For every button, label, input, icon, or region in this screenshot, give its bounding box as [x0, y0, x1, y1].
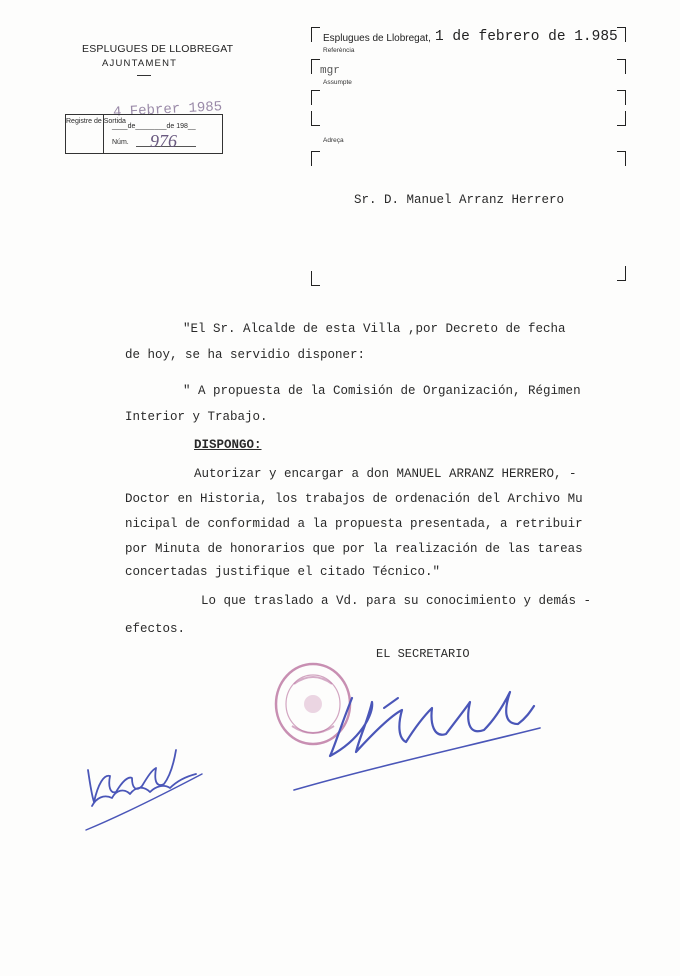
closing-line-1: Lo que traslado a Vd. para su conocimiento y demás -: [201, 594, 592, 608]
corner-mark: [617, 151, 626, 166]
reference-value: mgr: [320, 65, 340, 77]
subject-label: Assumpte: [323, 79, 352, 86]
secretary-signature: [290, 668, 550, 798]
corner-mark: [617, 90, 626, 105]
corner-mark: [617, 27, 626, 42]
reference-label: Referència: [323, 47, 355, 54]
corner-mark: [617, 59, 626, 74]
corner-mark: [311, 111, 320, 126]
corner-mark: [311, 27, 320, 42]
addressee: Sr. D. Manuel Arranz Herrero: [354, 193, 565, 207]
header-place: Esplugues de Llobregat,: [323, 33, 431, 44]
proposal-line-2: Interior y Trabajo.: [125, 410, 268, 424]
closing-line-2: efectos.: [125, 622, 186, 636]
intro-line-2: de hoy, se ha servidio disponer:: [125, 348, 366, 362]
paragraph-line: concertadas justifique el citado Técnico.": [125, 565, 441, 579]
secretary-title: EL SECRETARIO: [376, 647, 470, 661]
council-name: ESPLUGUES DE LLOBREGAT: [82, 43, 234, 55]
paragraph-line: Autorizar y encargar a don MANUEL ARRANZ HERRERO, -: [194, 467, 577, 481]
registry-label: Registre de Sortida: [66, 115, 104, 153]
address-label: Adreça: [323, 137, 344, 144]
letterhead-divider: [137, 75, 151, 76]
corner-mark: [311, 151, 320, 166]
registry-date-template: ____de________de 198__: [112, 123, 196, 130]
registry-date-stamp: 4 Febrer 1985: [112, 99, 223, 121]
paragraph-line: Doctor en Historia, los trabajos de ordenación del Archivo Mu: [125, 492, 583, 506]
paragraph-line: nicipal de conformidad a la propuesta presentada, a retribuir: [125, 517, 583, 531]
recipient-signature: [80, 740, 210, 835]
corner-mark: [311, 59, 320, 74]
intro-line-1: "El Sr. Alcalde de esta Villa ,por Decreto de fecha: [183, 322, 566, 336]
registry-number: 976: [150, 131, 177, 151]
registry-box: [65, 114, 223, 154]
corner-mark: [311, 271, 320, 286]
corner-mark: [311, 90, 320, 105]
corner-mark: [617, 266, 626, 281]
proposal-line-1: " A propuesta de la Comisión de Organización, Régimen: [183, 384, 581, 398]
council-subtitle: AJUNTAMENT: [102, 58, 178, 69]
corner-mark: [617, 111, 626, 126]
header-date: 1 de febrero de 1.985: [435, 29, 618, 45]
dispongo-heading: DISPONGO:: [194, 438, 262, 452]
paragraph-line: por Minuta de honorarios que por la realización de las tareas: [125, 542, 583, 556]
registry-number-label: Núm.: [112, 139, 129, 146]
